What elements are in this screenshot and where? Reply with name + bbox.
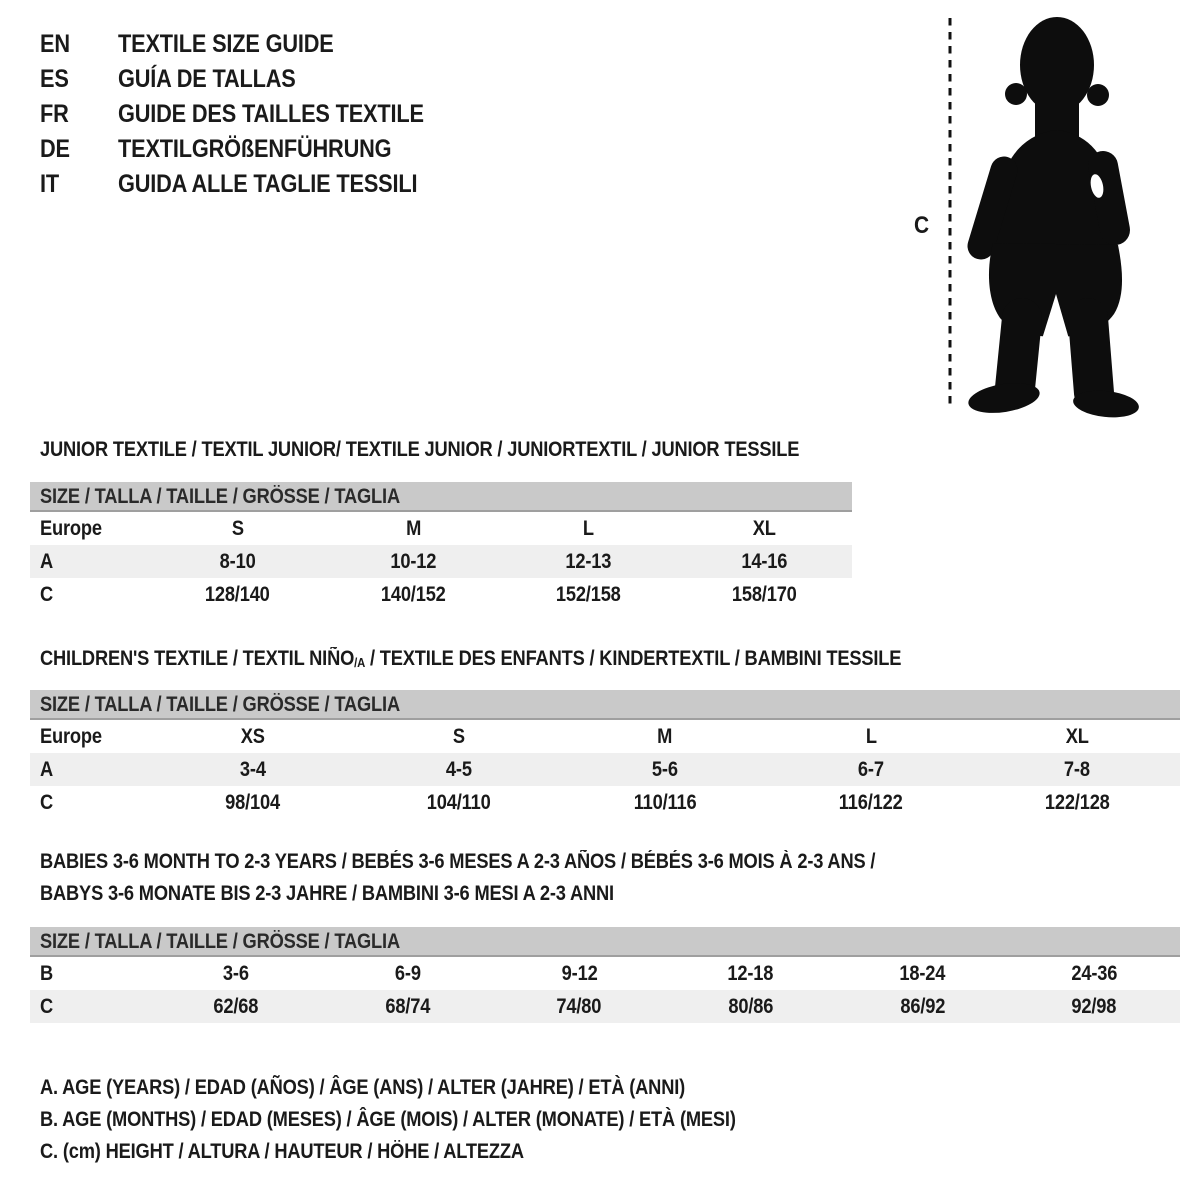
language-code: FR (40, 100, 69, 128)
cell-value: 68/74 (385, 995, 430, 1018)
table-row-age (30, 753, 1180, 786)
row-label: Europe (40, 517, 102, 540)
language-title-list (40, 27, 600, 202)
table-row-age (30, 545, 852, 578)
row-label: B (40, 962, 54, 985)
row-label: Europe (40, 725, 102, 748)
size-header-bar: SIZE / TALLA / TAILLE / GRÖSSE / TAGLIA (30, 690, 1180, 720)
section-title-babies-line1: BABIES 3-6 MONTH TO 2-3 YEARS / BEBÉS 3-6 MESES A 2-3 AÑOS / BÉBÉS 3-6 MOIS À 2-3 ANS / (40, 850, 876, 873)
section-title-junior: JUNIOR TEXTILE / TEXTIL JUNIOR/ TEXTILE JUNIOR / JUNIORTEXTIL / JUNIOR TESSILE (40, 438, 800, 461)
cell-value: 128/140 (205, 583, 271, 606)
cell-value: 104/110 (427, 791, 491, 814)
row-label: C (40, 583, 54, 606)
cell-value: L (865, 725, 877, 748)
cell-value: 158/170 (731, 583, 797, 606)
cell-value: 7-8 (1064, 758, 1090, 781)
language-row-it (40, 167, 600, 202)
cell-value: XS (240, 725, 266, 748)
table-row-height (30, 786, 1180, 819)
cell-value: 92/98 (1071, 995, 1117, 1018)
language-title: TEXTILE SIZE GUIDE (118, 30, 334, 58)
language-title: TEXTILGRÖßENFÜHRUNG (118, 135, 392, 163)
section-title-babies-line2: BABYS 3-6 MONATE BIS 2-3 JAHRE / BAMBINI 3-6 MESI A 2-3 ANNI (40, 882, 614, 905)
language-code: EN (40, 30, 70, 58)
language-title: GUÍA DE TALLAS (118, 65, 296, 93)
nino-a-subscript: /A (354, 655, 366, 670)
table-row-months (30, 957, 1180, 990)
cell-value: 4-5 (446, 758, 472, 781)
section-title-children: CHILDREN'S TEXTILE / TEXTIL NIÑO/A / TEXTILE DES ENFANTS / KINDERTEXTIL / BAMBINI TESSILE (40, 647, 902, 670)
cell-value: S (231, 517, 244, 540)
cell-value: 122/128 (1044, 791, 1110, 814)
cell-value: 5-6 (652, 758, 678, 781)
cell-value: 6-7 (858, 758, 884, 781)
cell-value: 98/104 (225, 791, 281, 814)
cell-value: 140/152 (380, 583, 446, 606)
cell-value: 12-18 (727, 962, 774, 985)
cell-value: L (583, 517, 595, 540)
cell-value: S (452, 725, 466, 748)
language-code: IT (40, 170, 59, 198)
language-row-de (40, 132, 600, 167)
cell-value: 74/80 (556, 995, 602, 1018)
measure-label-c: C (914, 212, 929, 239)
cell-value: 116/122 (839, 791, 903, 814)
cell-value: XL (1065, 725, 1089, 748)
cell-value: 62/68 (213, 995, 259, 1018)
cell-value: 24-36 (1071, 962, 1118, 985)
language-code: ES (40, 65, 69, 93)
cell-value: 110/116 (633, 791, 697, 814)
cell-value: XL (752, 517, 776, 540)
cell-value: 6-9 (394, 962, 421, 985)
language-row-fr (40, 97, 600, 132)
row-label: C (40, 995, 54, 1018)
cell-value: 3-4 (240, 758, 266, 781)
table-row-height (30, 990, 1180, 1023)
row-label: A (40, 758, 54, 781)
size-header-bar: SIZE / TALLA / TAILLE / GRÖSSE / TAGLIA (30, 482, 852, 512)
table-row-europe (30, 720, 1180, 753)
row-label: A (40, 550, 54, 573)
cell-value: M (657, 725, 673, 748)
language-row-en (40, 27, 600, 62)
cell-value: 8-10 (219, 550, 256, 573)
toddler-silhouette-icon (900, 8, 1150, 420)
cell-value: 18-24 (899, 962, 946, 985)
row-label: C (40, 791, 54, 814)
cell-value: 10-12 (390, 550, 437, 573)
cell-value: 3-6 (222, 962, 249, 985)
legend-line-c: C. (cm) HEIGHT / ALTURA / HAUTEUR / HÖHE / ALTEZZA (40, 1140, 524, 1163)
language-row-es (40, 62, 600, 97)
language-title: GUIDE DES TAILLES TEXTILE (118, 100, 424, 128)
cell-value: M (405, 517, 421, 540)
cell-value: 9-12 (561, 962, 598, 985)
language-title: GUIDA ALLE TAGLIE TESSILI (118, 170, 418, 198)
cell-value: 80/86 (728, 995, 774, 1018)
cell-value: 152/158 (556, 583, 622, 606)
cell-value: 14-16 (741, 550, 788, 573)
language-code: DE (40, 135, 70, 163)
size-header-bar: SIZE / TALLA / TAILLE / GRÖSSE / TAGLIA (30, 927, 1180, 957)
table-row-europe (30, 512, 852, 545)
cell-value: 86/92 (900, 995, 945, 1018)
legend-line-b: B. AGE (MONTHS) / EDAD (MESES) / ÂGE (MOIS) / ALTER (MONATE) / ETÀ (MESI) (40, 1108, 736, 1131)
cell-value: 12-13 (565, 550, 612, 573)
legend-line-a: A. AGE (YEARS) / EDAD (AÑOS) / ÂGE (ANS) / ALTER (JAHRE) / ETÀ (ANNI) (40, 1076, 686, 1099)
table-row-height (30, 578, 852, 611)
